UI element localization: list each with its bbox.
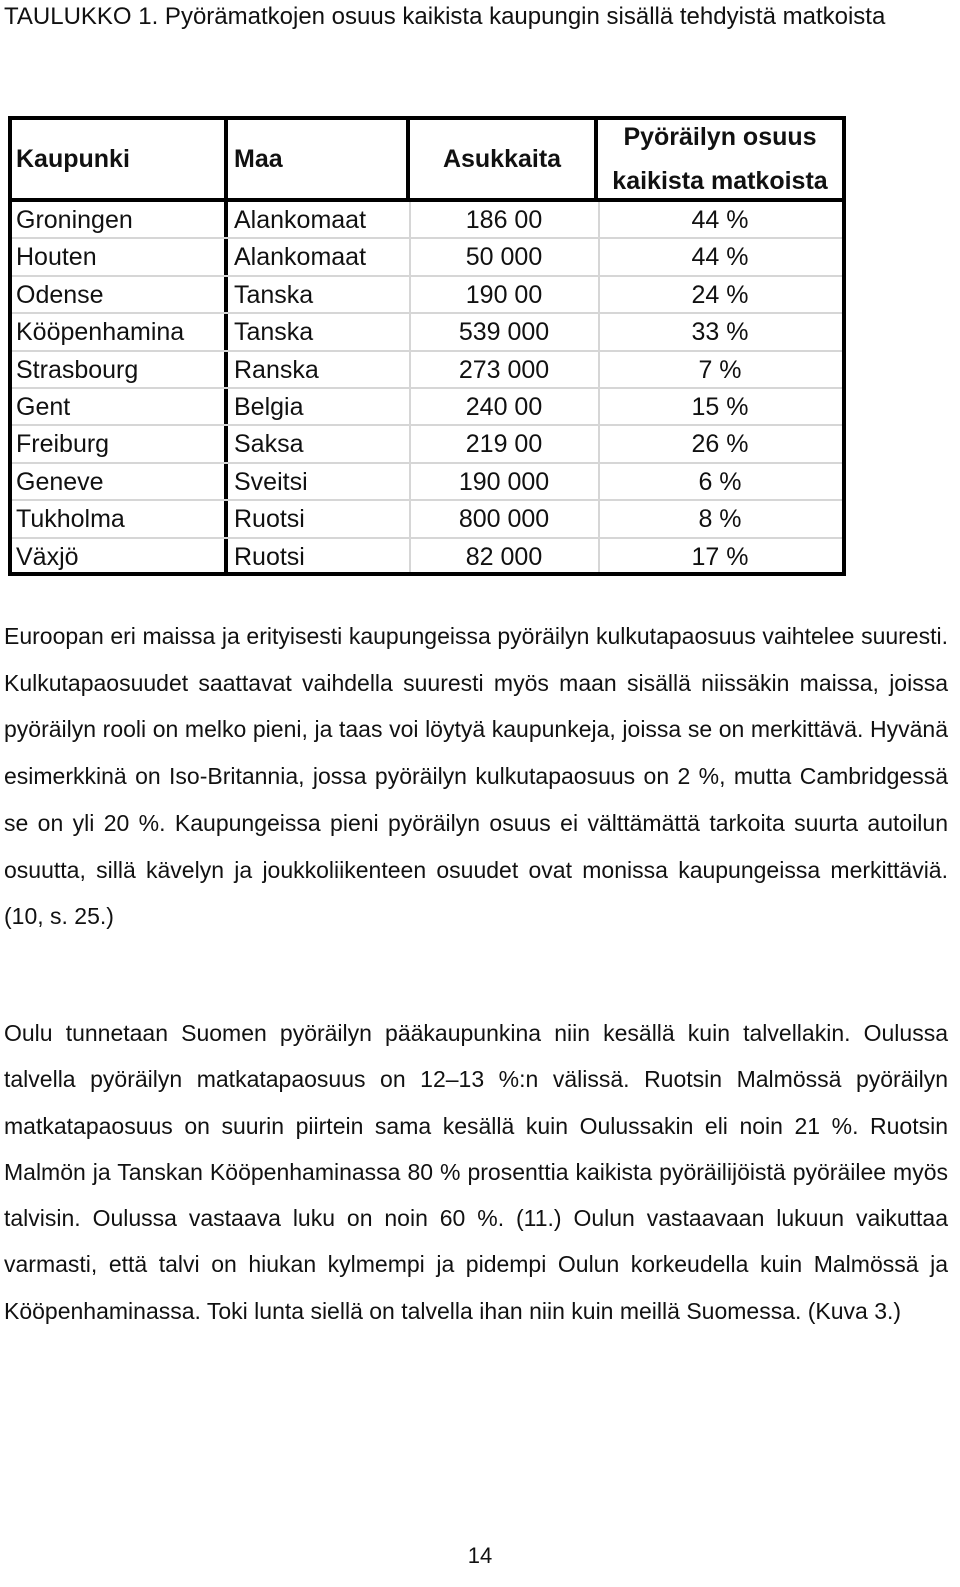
- page-number: 14: [467, 1543, 493, 1568]
- cell-population: 50 000: [465, 243, 543, 272]
- header-cycling-share-line1: Pyöräilyn osuus: [623, 123, 817, 151]
- cell-city: Groningen: [16, 206, 133, 234]
- cell-cycling-share: 15 %: [691, 393, 749, 421]
- table-row: [12, 464, 842, 501]
- table-row: [12, 314, 842, 351]
- table-row: [12, 352, 842, 389]
- cell-country: Belgia: [234, 393, 304, 421]
- cell-population: 240 00: [465, 393, 543, 421]
- cell-country: Alankomaat: [234, 243, 367, 272]
- cell-cycling-share: 6 %: [698, 467, 742, 496]
- header-cycling-share: [598, 120, 842, 198]
- cell-population: 190 000: [458, 467, 550, 496]
- cell-population: 190 00: [465, 280, 543, 309]
- table-row: [12, 277, 842, 314]
- cell-cycling-share: 44 %: [691, 243, 749, 272]
- header-cycling-share-line2: kaikista matkoista: [612, 167, 828, 195]
- cell-country: Ruotsi: [234, 542, 305, 571]
- cell-population: 219 00: [465, 430, 543, 459]
- cell-cycling-share: 33 %: [691, 318, 749, 347]
- cell-country: Tanska: [234, 280, 314, 309]
- cell-country: Saksa: [234, 430, 304, 459]
- cell-cycling-share: 8 %: [698, 505, 742, 534]
- cell-city: Tukholma: [16, 505, 125, 534]
- body-paragraph-1: Euroopan eri maissa ja erityisesti kaupungeissa pyöräilyn kulkutapaosuus vaihtelee suuresti. Kulkutapaosuudet saattavat vaihdella suuresti myös maan sisällä niissäkin maissa, joissa pyöräilyn rooli on melko pieni, ja taas voi löytyä kaupunkeja, joissa se on merkittävä. Hyvänä esimerkkinä on Iso-Britannia, jossa pyöräilyn kulkutapaosuus on 2 %, mutta Cambridgessä se on yli 20 %. Kaupungeissa pieni pyöräilyn osuus ei välttämättä tarkoita suurta autoilun osuutta, sillä kävelyn ja joukkoliikenteen osuudet ovat monissa kaupungeissa merkittäviä. (10, s. 25.): [4, 623, 948, 930]
- cell-population: 82 000: [465, 542, 543, 571]
- table-row: [12, 501, 842, 538]
- cell-population: 800 000: [458, 505, 550, 534]
- table-row: [12, 426, 842, 463]
- cell-city: Houten: [16, 243, 97, 272]
- cell-city: Strasbourg: [16, 355, 139, 384]
- cell-country: Ruotsi: [234, 505, 305, 534]
- cell-population: 273 000: [458, 355, 550, 384]
- header-population: Asukkaita: [410, 120, 598, 198]
- header-country: Maa: [228, 120, 410, 198]
- cell-country: Ranska: [234, 355, 319, 384]
- cell-country: Alankomaat: [234, 206, 367, 234]
- body-paragraph-2: Oulu tunnetaan Suomen pyöräilyn pääkaupunkina niin kesällä kuin talvellakin. Oulussa talvella pyöräilyn matkatapaosuus on 12–13 %:n välissä. Ruotsin Malmössä pyöräilyn matkatapaosuus on suurin piirtein sama kesällä kuin Oulussakin eli noin 21 %. Ruotsin Malmön ja Tanskan Kööpenhaminassa 80 % prosenttia kaikista pyöräilijöistä pyöräilee myös talvisin. Oulussa vastaava luku on noin 60 %. (11.) Oulun vastaavaan lukuun vaikuttaa varmasti, että talvi on hiukan kylmempi ja pidempi Oulun korkeudella kuin Malmössä ja Kööpenhaminassa. Toki lunta siellä on talvella ihan niin kuin meillä Suomessa. (Kuva 3.): [4, 1020, 948, 1324]
- cell-cycling-share: 17 %: [691, 542, 749, 571]
- cell-population: 186 00: [465, 206, 543, 234]
- table-row: [12, 239, 842, 276]
- cell-city: Växjö: [16, 542, 79, 571]
- cell-city: Geneve: [16, 467, 104, 496]
- cell-city: Odense: [16, 280, 104, 309]
- table-header-row: [12, 120, 842, 202]
- table-row: [12, 202, 842, 239]
- cell-cycling-share: 26 %: [691, 430, 749, 459]
- cell-population: 539 000: [458, 318, 550, 347]
- cell-cycling-share: 44 %: [691, 206, 749, 234]
- cell-cycling-share: 24 %: [691, 280, 749, 309]
- cell-country: Tanska: [234, 318, 314, 347]
- cycling-share-table: [8, 116, 846, 576]
- table-caption: TAULUKKO 1. Pyörämatkojen osuus kaikista kaupungin sisällä tehdyistä matkoista: [4, 3, 886, 30]
- table-row: [12, 389, 842, 426]
- cell-cycling-share: 7 %: [698, 355, 742, 384]
- table-row: [12, 539, 842, 576]
- cell-city: Freiburg: [16, 430, 110, 459]
- cell-city: Gent: [16, 393, 71, 421]
- header-city: Kaupunki: [12, 120, 228, 198]
- cell-country: Sveitsi: [234, 467, 308, 496]
- cell-city: Kööpenhamina: [16, 318, 185, 347]
